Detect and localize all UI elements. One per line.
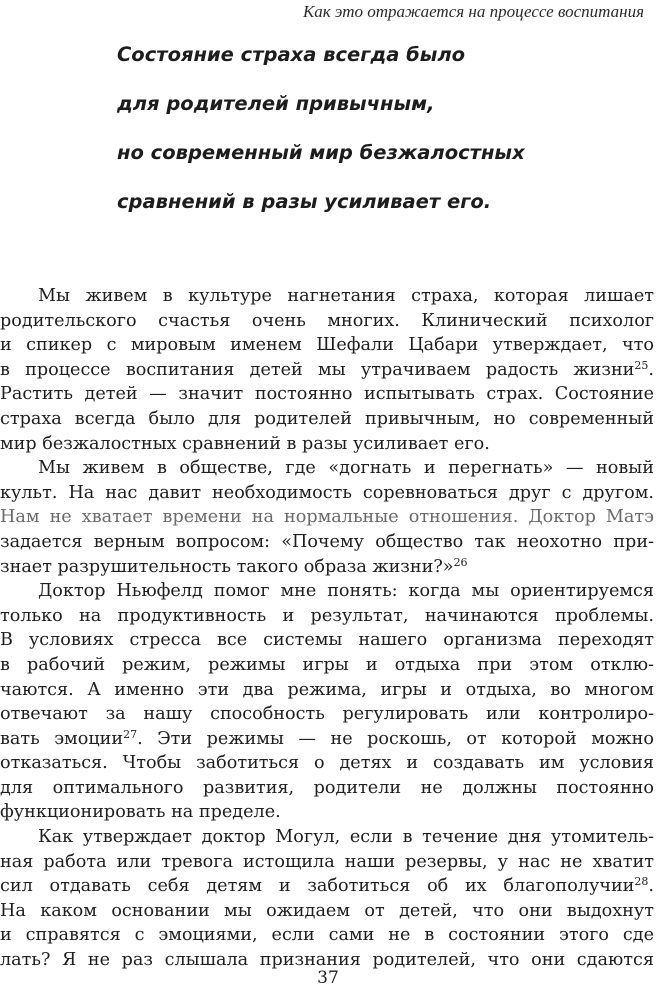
text-line: знает разрушительность такого образа жизни?»$^{26}$: [0, 555, 468, 577]
footnote-marker: 27: [123, 727, 138, 741]
text-line: задается верным вопросом: «Почему общество так неохотно при-: [0, 531, 654, 552]
text-line: только на продуктивность и результат, начинаются проблемы.: [0, 605, 654, 626]
text-line: Растить детей — значит постоянно испытывать страх. Состояние: [0, 384, 654, 405]
text-line: мир безжалостных сравнений в разы усиливает его.: [0, 433, 490, 454]
pull-quote-line: сравнений в разы усиливает его.: [117, 190, 492, 213]
text-line: родительского счастья очень многих. Клинический психолог: [0, 310, 654, 331]
text-line: Мы живем в культуре нагнетания страха, которая лишает: [38, 286, 654, 306]
footnote-marker: 28: [634, 875, 649, 889]
text-line: и спикер с мировым именем Шефали Цабари утверждает, что: [0, 335, 654, 356]
footnote-marker: 26: [453, 555, 468, 569]
text-line: На каком основании мы ожидаем от детей, что они выдохнут: [0, 900, 654, 921]
text-line: В условиях стресса все системы нашего организма переходят: [0, 630, 654, 651]
text-line: в процессе воспитания детей мы утрачиваем радость жизни$^{25}$.: [0, 358, 654, 380]
text-line: функционировать на пределе.: [0, 802, 281, 823]
pull-quote-line: Состояние страха всегда было: [117, 43, 466, 66]
page-number: 37: [317, 968, 339, 988]
text-line: вать эмоции$^{27}$. Эти режимы — не роскошь, от которой можно: [0, 727, 654, 749]
text-line: Мы живем в обществе, где «догнать и перегнать» — новый: [38, 458, 654, 479]
text-line: лать? Я не раз слышала признания родителей, что они сдаются: [0, 950, 654, 971]
text-line: ная работа или тревога истощила наши резервы, у нас не хватит: [0, 851, 654, 872]
text-line: культ. На нас давит необходимость соревноваться друг с другом.: [0, 482, 654, 503]
text-line: чаются. А именно эти два режима, игры и отдыха, во многом: [0, 679, 654, 700]
text-line: отвечают за нашу способность регулировать или контролиро-: [0, 704, 654, 725]
text-line: отказаться. Чтобы заботиться о детях и создавать им условия: [0, 753, 654, 774]
text-line: сил отдавать себя детям и заботиться об их благополучии$^{28}$.: [0, 875, 654, 897]
footnote-marker: 25: [634, 358, 649, 372]
text-line: страха всегда было для родителей привычным, но современный: [0, 408, 654, 429]
text-line: и справятся с эмоциями, если сами не в состоянии этого сде: [0, 925, 654, 946]
pull-quote-line: для родителей привычным,: [117, 92, 435, 115]
text-line: для оптимального развития, родители не должны постоянно: [0, 777, 654, 798]
pull-quote-line: но современный мир безжалостных: [117, 141, 525, 164]
running-header: Как это отражается на процессе воспитания: [302, 2, 644, 21]
body-text: [0, 284, 654, 973]
text-line: в рабочий режим, режимы игры и отдыха при этом отклю-: [0, 654, 654, 675]
pull-quote: [117, 40, 637, 236]
text-line: Как утверждает доктор Могул, если в течение дня утомитель-: [38, 827, 654, 848]
text-line: Нам не хватает времени на нормальные отношения. Доктор Матэ: [0, 507, 654, 528]
text-line: Доктор Ньюфелд помог мне понять: когда мы ориентируемся: [38, 581, 654, 602]
